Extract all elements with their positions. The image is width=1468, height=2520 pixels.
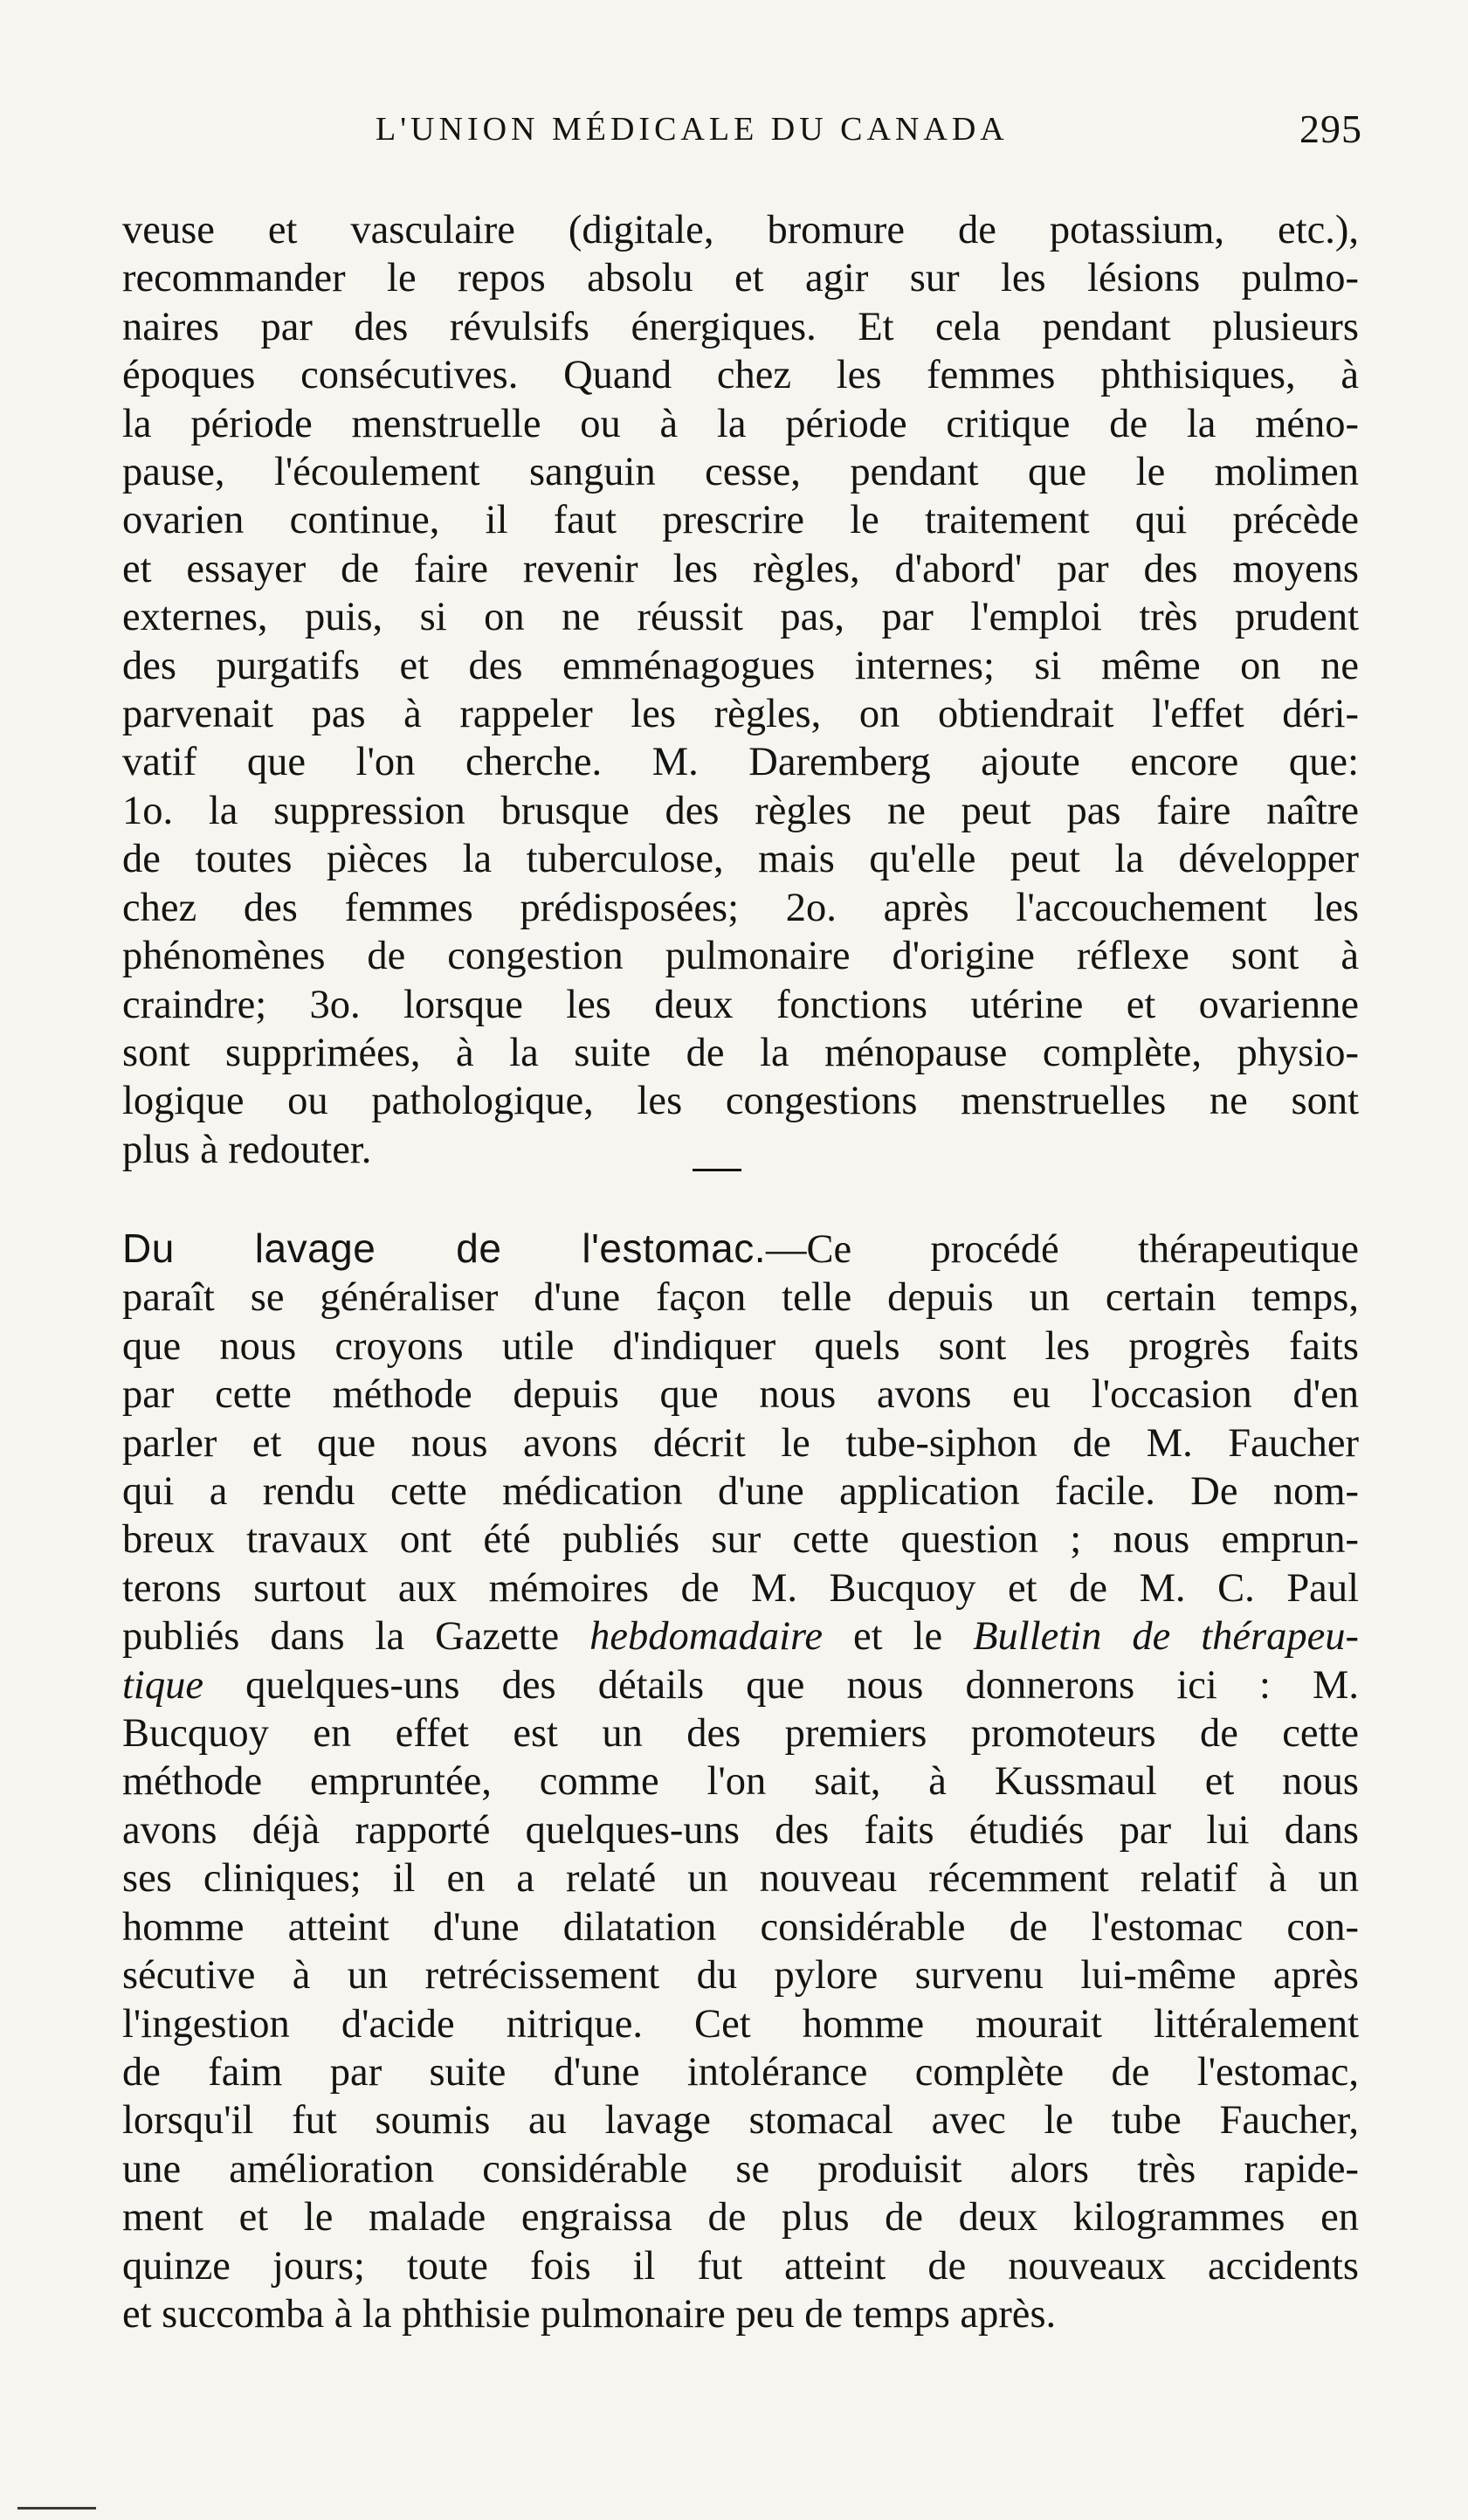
text-line: ses cliniques; il en a relaté un nouveau récemment relatif à un: [122, 1856, 1359, 1902]
text-line: recommander le repos absolu et agir sur les lésions pulmo-: [122, 256, 1359, 301]
text-line: veuse et vasculaire (digitale, bromure de potassium, etc.),: [122, 208, 1359, 252]
text-line: que nous croyons utile d'indiquer quels sont les progrès faits: [122, 1323, 1359, 1369]
text-line: de faim par suite d'une intolérance complète de l'estomac,: [122, 2049, 1359, 2095]
section-separator: [693, 1169, 741, 1171]
page-number: 295: [1299, 107, 1362, 151]
text-line: externes, puis, si on ne réussit pas, par l'emploi très prudent: [122, 595, 1359, 640]
text-fragment: quelques-uns des détails que nous donnerons ici : M.: [203, 1662, 1359, 1708]
text-line: avons déjà rapporté quelques-uns des faits étudiés par lui dans: [122, 1807, 1359, 1853]
text-line: homme atteint d'une dilatation considérable de l'estomac con-: [122, 1904, 1359, 1950]
text-line: des purgatifs et des emménagogues internes; si même on ne: [122, 643, 1359, 688]
text-line: par cette méthode depuis que nous avons eu l'occasion d'en: [122, 1372, 1359, 1418]
journal-name-italic: tique: [122, 1662, 203, 1708]
text-line: naires par des révulsifs énergiques. Et cela pendant plusieurs: [122, 304, 1359, 349]
text-line: qui a rendu cette médication d'une application facile. De nom-: [122, 1469, 1359, 1515]
text-line: quinze jours; toute fois il fut atteint de nouveaux accidents: [122, 2243, 1359, 2289]
text-line: et essayer de faire revenir les règles, d'abord' par des moyens: [122, 546, 1359, 591]
text-line: [122, 1612, 1359, 1660]
text-line: phénomènes de congestion pulmonaire d'origine réflexe sont à: [122, 934, 1359, 979]
text-line: sécutive à un retrécissement du pylore survenu lui-même après: [122, 1953, 1359, 1999]
heading-continuation: —Ce procédé thérapeutique: [766, 1227, 1359, 1272]
text-line: de toutes pièces la tuberculose, mais qu'elle peut la développer: [122, 837, 1359, 882]
journal-title: L'UNION MÉDICALE DU CANADA: [376, 111, 1009, 148]
text-line: breux travaux ont été publiés sur cette question ; nous emprun-: [122, 1517, 1359, 1563]
bottom-edge-rule: [17, 2507, 96, 2510]
text-line: chez des femmes prédisposées; 2o. après l'accouchement les: [122, 885, 1359, 930]
text-line: une amélioration considérable se produisit alors très rapide-: [122, 2146, 1359, 2192]
running-header: [122, 103, 1362, 155]
text-line: paraît se généraliser d'une façon telle depuis un certain temps,: [122, 1275, 1359, 1321]
text-line: logique ou pathologique, les congestions menstruelles ne sont: [122, 1079, 1359, 1124]
text-line: ovarien continue, il faut prescrire le traitement qui précède: [122, 498, 1359, 543]
text-line: vatif que l'on cherche. M. Daremberg ajoute encore que:: [122, 740, 1359, 785]
text-line: plus à redouter.: [122, 1127, 372, 1172]
text-line: la période menstruelle ou à la période critique de la méno-: [122, 401, 1359, 446]
paragraph-menstruation-phthisis: [122, 206, 1359, 1174]
text-line: craindre; 3o. lorsque les deux fonctions utérine et ovarienne: [122, 982, 1359, 1027]
text-line: parvenait pas à rappeler les règles, on obtiendrait l'effet déri-: [122, 692, 1359, 737]
text-line: sont supprimées, à la suite de la ménopause complète, physio-: [122, 1030, 1359, 1075]
text-line: terons surtout aux mémoires de M. Bucquoy et de M. C. Paul: [122, 1565, 1359, 1611]
text-line: parler et que nous avons décrit le tube-siphon de M. Faucher: [122, 1420, 1359, 1466]
text-line: Bucquoy en effet est un des premiers promoteurs de cette: [122, 1711, 1359, 1757]
text-line: époques consécutives. Quand chez les femmes phthisiques, à: [122, 353, 1359, 398]
section-heading: Du lavage de l'estomac.: [122, 1225, 767, 1271]
text-line: pause, l'écoulement sanguin cesse, pendant que le molimen: [122, 450, 1359, 495]
text-fragment: et le: [823, 1614, 974, 1660]
text-line: [122, 1225, 1359, 1274]
text-fragment: publiés dans la Gazette: [122, 1614, 590, 1660]
text-line: 1o. la suppression brusque des règles ne peut pas faire naître: [122, 788, 1359, 833]
text-line: et succomba à la phthisie pulmonaire peu de temps après.: [122, 2291, 1057, 2337]
journal-name-italic: Bulletin de thérapeu-: [973, 1614, 1360, 1660]
text-line: méthode empruntée, comme l'on sait, à Kussmaul et nous: [122, 1759, 1359, 1805]
text-line: ment et le malade engraissa de plus de deux kilogrammes en: [122, 2195, 1359, 2240]
paragraph-lavage-estomac: [122, 1225, 1359, 2338]
journal-name-italic: hebdomadaire: [589, 1614, 823, 1660]
text-line: [122, 1661, 1359, 1709]
text-line: lorsqu'il fut soumis au lavage stomacal avec le tube Faucher,: [122, 2098, 1359, 2144]
text-line: l'ingestion d'acide nitrique. Cet homme mourait littéralement: [122, 2001, 1359, 2047]
